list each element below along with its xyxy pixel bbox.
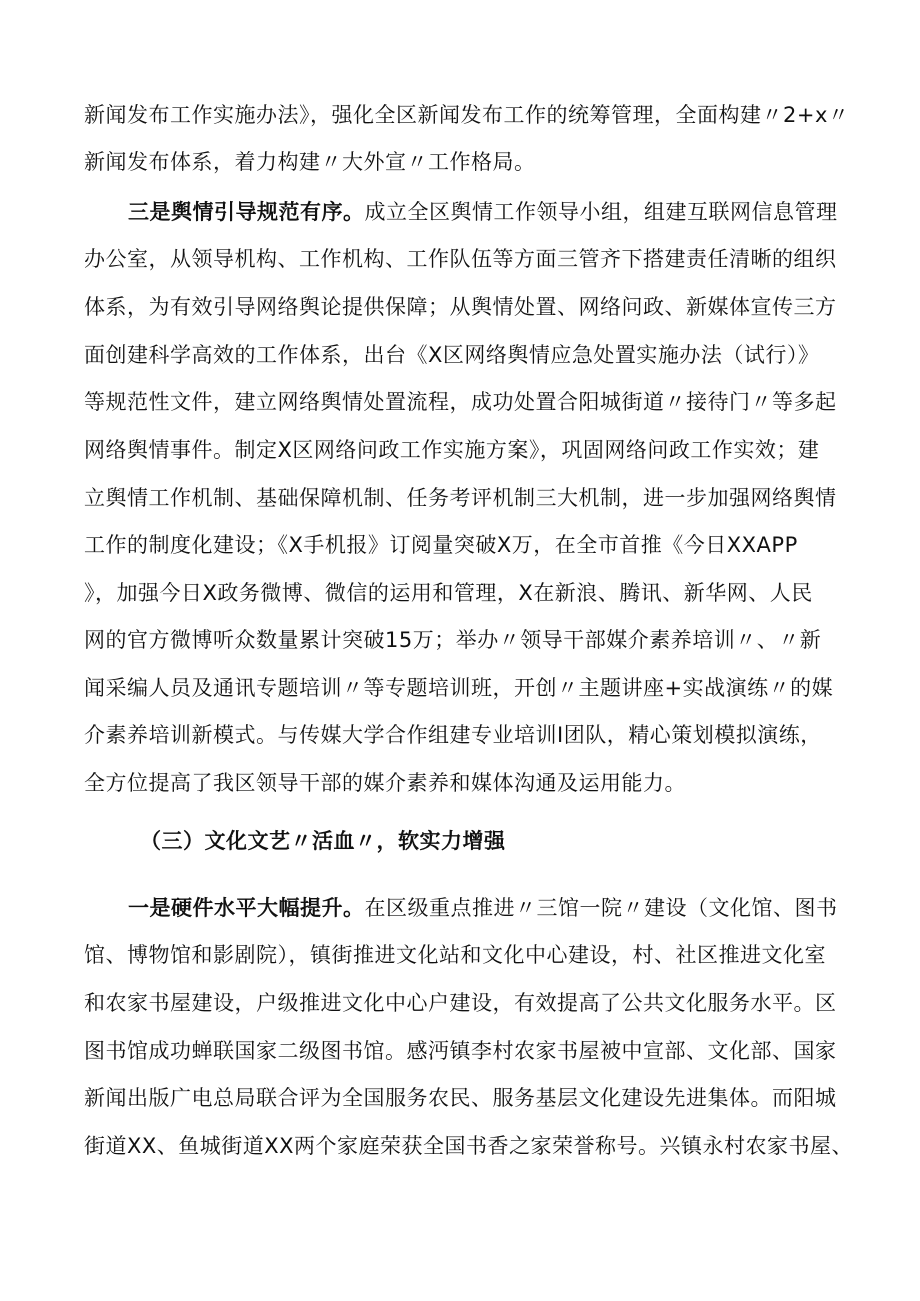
- paragraph-3-first-line: [128, 197, 838, 227]
- body-line-10: [84, 530, 798, 560]
- line-text: 工作的制度化建设；《X手机报》订阅量突破X万，在全市首推《今日XXAPP: [84, 533, 798, 557]
- line-text: 面创建科学高效的工作体系，出台《X区网络舆情应急处置实施办法（试行）》: [84, 343, 820, 367]
- line-text: 在区级重点推进〃三馆一院〃建设（文化馆、图书: [364, 896, 838, 920]
- section-heading: [140, 826, 506, 856]
- line-text: 全方位提高了我区领导干部的媒介素养和媒体沟通及运用能力。: [84, 771, 686, 795]
- body-line-6: [84, 340, 819, 370]
- line-text: 等规范性文件，建立网络舆情处置流程，成功处置合阳城街道〃接待门〃等多起: [84, 390, 837, 414]
- line-text: 新闻发布体系，着力构建〃大外宣〃工作格局。: [84, 150, 536, 174]
- paragraph-17-first-line: [128, 893, 838, 923]
- body-line-7: [84, 387, 837, 417]
- body-line-18: [84, 940, 826, 970]
- body-line-14: [84, 720, 822, 750]
- body-line-4: [84, 244, 837, 274]
- line-text: 和农家书屋建设，户级推进文化中心户建设，有效提高了公共文化服务水平。区: [84, 991, 837, 1015]
- body-line-12: [84, 625, 821, 655]
- line-text: 新闻出版广电总局联合评为全国服务农民、服务基层文化建设先进集体。而阳城: [84, 1086, 837, 1110]
- body-line-15: [84, 768, 686, 798]
- line-text: 体系，为有效引导网络舆论提供保障；从舆情处置、网络问政、新媒体宣传三方: [84, 295, 837, 319]
- line-text: 成立全区舆情工作领导小组，组建互联网信息管理: [364, 200, 838, 224]
- line-text: 图书馆成功蝉联国家二级图书馆。感沔镇李村农家书屋被中宣部、文化部、国家: [84, 1039, 837, 1063]
- body-line-5: [84, 292, 837, 322]
- line-text: 街道XX、鱼城街道XX两个家庭荣获全国书香之家荣誉称号。兴镇永村农家书屋、: [84, 1134, 854, 1158]
- body-line-20: [84, 1036, 837, 1066]
- body-line-8: [84, 435, 819, 465]
- body-line-1: [84, 100, 849, 130]
- line-text: 立舆情工作机制、基础保障机制、任务考评机制三大机制，进一步加强网络舆情: [84, 486, 837, 510]
- body-line-13: [84, 673, 833, 703]
- line-text: 》，加强今日X政务微博、微信的运用和管理，X在新浪、腾讯、新华网、人民: [84, 581, 813, 605]
- body-line-11: [84, 578, 813, 608]
- line-text: 闻采编人员及通讯专题培训〃等专题培训班，开创〃主题讲座+实战演练〃的媒: [84, 676, 834, 700]
- paragraph-lead: 三是舆情引导规范有序。: [128, 200, 365, 224]
- body-line-9: [84, 483, 837, 513]
- section-heading-text: （三）文化文艺〃活血〃，软实力增强: [140, 829, 506, 853]
- line-text: 网络舆情事件。制定X区网络问政工作实施方案》，巩固网络问政工作实效；建: [84, 438, 820, 462]
- paragraph-lead: 一是硬件水平大幅提升。: [128, 896, 365, 920]
- body-line-2: [84, 147, 536, 177]
- body-line-19: [84, 988, 837, 1018]
- body-line-21: [84, 1083, 837, 1113]
- line-text: 介素养培训新模式。与传媒大学合作组建专业培训I团队，精心策划模拟演练，: [84, 723, 822, 747]
- line-text: 办公室，从领导机构、工作机构、工作队伍等方面三管齐下搭建责任清晰的组织: [84, 247, 837, 271]
- body-line-22: [84, 1131, 853, 1161]
- line-text: 新闻发布工作实施办法》，强化全区新闻发布工作的统筹管理，全面构建〃2+x〃: [84, 103, 850, 127]
- line-text: 馆、博物馆和影剧院），镇街推进文化站和文化中心建设，村、社区推进文化室: [84, 943, 826, 967]
- line-text: 网的官方微博听众数量累计突破15万；举办〃领导干部媒介素养培训〃、〃新: [84, 628, 822, 652]
